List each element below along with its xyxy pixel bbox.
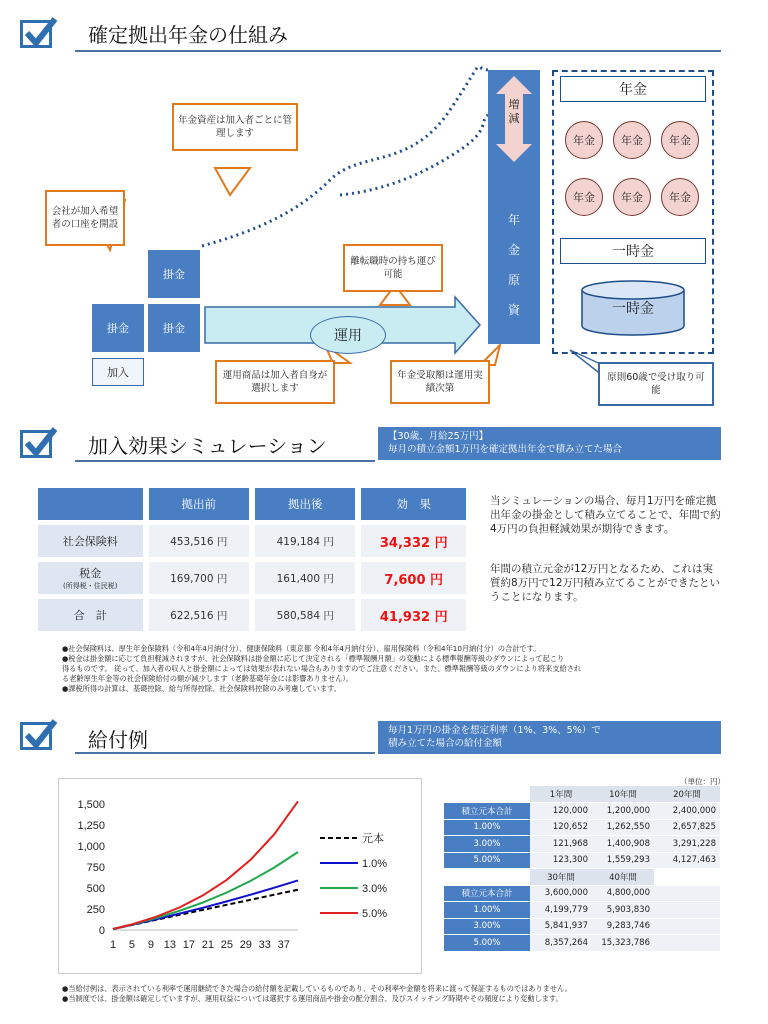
callout-company: 会社が加入希望者の口座を開設: [45, 190, 125, 246]
table-cell: 3,291,228: [654, 836, 720, 853]
callout-products: 運用商品は加入者自身が選択します: [215, 360, 335, 404]
checkbox-icon: [20, 430, 52, 458]
nenkin-coin: 年金: [661, 121, 699, 159]
section-title-simulation: 加入効果シミュレーション: [88, 434, 327, 458]
callout-portable: 離転職時の持ち運び可能: [343, 244, 443, 292]
value-effect: 41,932 円: [361, 599, 466, 631]
y-tick-label: 750: [86, 862, 105, 874]
banner-line: 積み立てた場合の給付金額: [388, 738, 503, 749]
y-tick-label: 1,250: [77, 820, 105, 832]
row-label: 合 計: [38, 599, 143, 631]
benefit-banner: [378, 721, 721, 754]
x-tick-label: 21: [201, 939, 214, 951]
table-empty-cell: [654, 885, 720, 902]
kakekin-block-top: 掛金: [148, 250, 200, 298]
checkbox-icon: [20, 722, 52, 750]
title-rule: [75, 752, 375, 754]
note-line: ●社会保険料は、厚生年金保険料（令和4年4月納付分）、健康保険料（東京都 令和4年4月納付分）、雇用保険料（令和4年10月納付分）の合計です。: [62, 644, 541, 653]
section-title-benefit: 給付例: [88, 728, 148, 752]
table-empty-cell: [654, 935, 720, 952]
kakekin-block-left: 掛金: [92, 304, 144, 352]
row-label-main: 税金: [79, 567, 102, 580]
table-cell: 5,841,937: [530, 918, 592, 935]
x-tick-label: 29: [239, 939, 252, 951]
banner-line: 毎月の積立金額1万円を確定拠出年金で積み立てた場合: [388, 444, 623, 455]
column-header: 拠出後: [255, 488, 355, 520]
simulation-desc-2: 年間の積立元金が12万円となるため、これは実質約8万円で12万円積み立てることができたということになります。: [490, 563, 721, 603]
benefit-line-chart: [58, 778, 422, 974]
y-tick-label: 1,000: [77, 841, 105, 853]
series-line: [113, 852, 298, 929]
column-header: 拠出前: [149, 488, 249, 520]
series-line: [113, 801, 298, 929]
x-tick-label: 13: [163, 939, 177, 951]
row-label: 積立元本合計: [444, 885, 530, 902]
x-tick-label: 37: [277, 939, 290, 951]
unyo-oval: 運用: [310, 316, 386, 354]
y-tick-label: 500: [86, 883, 105, 895]
simulation-table: [32, 483, 472, 636]
callout-result: 年金受取額は運用実績次第: [390, 360, 490, 404]
table-cell: 1,262,550: [592, 819, 654, 836]
simulation-notes: [62, 644, 722, 694]
nenkin-coin: 年金: [565, 178, 603, 216]
table-cell: 121,968: [530, 836, 592, 853]
benefit-notes: [62, 984, 722, 1004]
table-cell: 2,657,825: [654, 819, 720, 836]
nenkin-coin: 年金: [613, 121, 651, 159]
table-cell: 9,283,746: [592, 918, 654, 935]
unit-label: （単位：円）: [680, 777, 725, 786]
table-cell: 8,357,264: [530, 935, 592, 952]
table-cell: 1,400,908: [592, 836, 654, 853]
y-tick-label: 1,500: [77, 799, 105, 811]
legend-label: 5.0%: [362, 908, 388, 920]
nenkin-header: 年金: [560, 76, 706, 102]
x-tick-label: 25: [220, 939, 233, 951]
row-label: 5.00%: [444, 935, 530, 952]
column-header: 1年間: [530, 786, 592, 803]
note-line: ●当制度では、掛金額は確定していますが、運用収益については選択する運用商品や掛金の配分割合、及びスイッチング時期やその頻度により変動します。: [62, 994, 563, 1003]
table-empty-cell: [654, 918, 720, 935]
table-cell: 120,000: [530, 803, 592, 820]
x-tick-label: 33: [258, 939, 271, 951]
ichijikin-header: 一時金: [560, 238, 706, 264]
value-effect: 7,600 円: [361, 562, 466, 594]
section-title-mechanism: 確定拠出年金の仕組み: [88, 23, 288, 47]
nenkin-coin: 年金: [613, 178, 651, 216]
nenkin-coin: 年金: [565, 121, 603, 159]
table-cell: 3,600,000: [530, 885, 592, 902]
value-after: 580,584 円: [255, 599, 355, 631]
table-cell: 5,903,830: [592, 902, 654, 919]
column-header: 20年間: [654, 786, 720, 803]
row-label: 1.00%: [444, 902, 530, 919]
legend-label: 3.0%: [362, 883, 388, 895]
zougen-label: 増減: [508, 98, 520, 125]
table-cell: 1,559,293: [592, 852, 654, 869]
column-header: 30年間: [530, 869, 592, 886]
checkbox-icon: [20, 20, 52, 48]
callout-age: 原則60歳で受け取り可能: [598, 362, 714, 406]
table-cell: 4,127,463: [654, 852, 720, 869]
title-rule: [75, 460, 375, 462]
simulation-banner: [378, 427, 721, 460]
table-cell: 15,323,786: [592, 935, 654, 952]
row-label: 社会保険料: [38, 525, 143, 557]
y-tick-label: 250: [86, 904, 105, 916]
row-label: 3.00%: [444, 836, 530, 853]
note-line: ●税金は掛金額に応じて負担軽減されますが、社会保険料は掛金額に応じて決定される「標準報酬月額」の変動による標準報酬等級のダウンによって起こり: [62, 654, 565, 663]
ichijikin-drum-label: 一時金: [612, 301, 654, 317]
simulation-desc-1: 当シミュレーションの場合、毎月1万円を確定拠出年金の掛金として積み立てることで、年間で約4万円の負担軽減効果が期待できます。: [490, 495, 721, 535]
row-label-sub: (所得税・住民税): [63, 582, 118, 590]
table-cell: 1,200,000: [592, 803, 654, 820]
value-before: 169,700 円: [149, 562, 249, 594]
table-corner: [38, 488, 143, 520]
value-before: 453,516 円: [149, 525, 249, 557]
value-before: 622,516 円: [149, 599, 249, 631]
table-cell: 2,400,000: [654, 803, 720, 820]
legend-label: 1.0%: [362, 858, 388, 870]
row-label: 5.00%: [444, 852, 530, 869]
table-cell: 4,800,000: [592, 885, 654, 902]
row-label: 3.00%: [444, 918, 530, 935]
value-effect: 34,332 円: [361, 525, 466, 557]
column-header: 40年間: [592, 869, 654, 886]
x-tick-label: 1: [109, 939, 117, 951]
nenkin-gensi-label: 年金原資: [507, 213, 520, 317]
table-empty-cell: [654, 869, 720, 886]
x-tick-label: 9: [147, 939, 155, 951]
row-label: [38, 562, 143, 594]
table-corner: [444, 786, 530, 803]
legend-label: 元本: [362, 833, 384, 845]
table-cell: 4,199,779: [530, 902, 592, 919]
note-line: 得るものです。 従って、加入者の収入と掛金額によっては効果が表れない場合もありますのでご注意ください。また、標準報酬等級のダウンにより将来支給され: [62, 664, 582, 673]
x-tick-label: 17: [182, 939, 196, 951]
note-line: る老齢厚生年金等の社会保険給付の額が減少します（老齢基礎年金には影響ありません）。: [62, 674, 354, 683]
callout-assets: 年金資産は加入者ごとに管理します: [172, 103, 298, 151]
kanyu-label: 加入: [92, 358, 144, 386]
kakekin-block-right: 掛金: [148, 304, 200, 352]
x-tick-label: 5: [128, 939, 136, 951]
note-line: ●課税所得の計算は、基礎控除、給与所得控除、社会保険料控除のみ考慮しています。: [62, 684, 341, 693]
column-header: 効 果: [361, 488, 466, 520]
benefit-table: [444, 786, 720, 952]
table-cell: 123,300: [530, 852, 592, 869]
note-line: ●当給付例は、表示されている利率で運用継続できた場合の給付額を記載しているものであり、その利率や金額を将来に渡って保証するものではありません。: [62, 984, 572, 993]
y-tick-label: 0: [98, 925, 105, 937]
banner-line: 【30歳、月給25万円】: [388, 431, 489, 442]
table-cell: 120,652: [530, 819, 592, 836]
nenkin-coin: 年金: [661, 178, 699, 216]
table-empty-cell: [654, 902, 720, 919]
row-label: 1.00%: [444, 819, 530, 836]
banner-line: 毎月1万円の掛金を想定利率（1%、3%、5%）で: [388, 725, 601, 736]
row-label: 積立元本合計: [444, 803, 530, 820]
value-after: 419,184 円: [255, 525, 355, 557]
column-header: 10年間: [592, 786, 654, 803]
value-after: 161,400 円: [255, 562, 355, 594]
table-corner: [444, 869, 530, 886]
title-rule: [75, 50, 721, 52]
